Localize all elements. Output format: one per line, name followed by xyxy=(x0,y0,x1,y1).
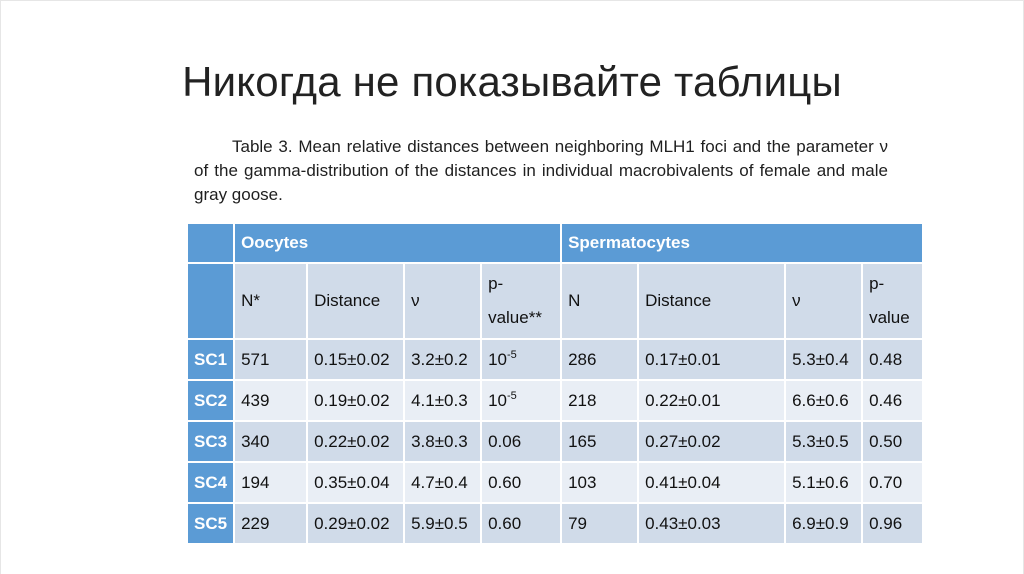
oocyte-distance-cell: 0.29±0.02 xyxy=(307,503,404,544)
spermatocyte-nu-cell: 6.9±0.9 xyxy=(785,503,862,544)
group-header-spermatocytes: Spermatocytes xyxy=(561,223,923,263)
column-header-text: Distance xyxy=(645,291,712,310)
spermatocyte-distance-cell: 0.27±0.02 xyxy=(638,421,785,462)
oocyte-distance-cell: 0.22±0.02 xyxy=(307,421,404,462)
slide-title: Никогда не показывайте таблицы xyxy=(182,58,842,105)
oocyte-header-1 xyxy=(307,263,404,339)
oocyte-header-3 xyxy=(481,263,561,339)
column-header-text: ν xyxy=(792,291,801,310)
column-header-text: N xyxy=(568,291,581,310)
column-header-text: N* xyxy=(241,291,260,310)
pvalue-base: 0.06 xyxy=(488,431,522,451)
oocyte-pvalue-cell xyxy=(481,339,561,380)
oocyte-n-cell: 229 xyxy=(234,503,307,544)
spermatocyte-header-0 xyxy=(561,263,638,339)
spermatocyte-distance-cell: 0.43±0.03 xyxy=(638,503,785,544)
row-label: SC3 xyxy=(187,421,234,462)
table-row xyxy=(187,380,923,421)
oocyte-n-cell: 194 xyxy=(234,462,307,503)
spermatocyte-pvalue-cell: 0.96 xyxy=(862,503,923,544)
corner-cell xyxy=(187,223,234,263)
data-table xyxy=(186,222,924,545)
spermatocyte-pvalue-cell: 0.50 xyxy=(862,421,923,462)
row-label: SC1 xyxy=(187,339,234,380)
column-header-text: Distance xyxy=(314,291,381,310)
oocyte-nu-cell: 3.2±0.2 xyxy=(404,339,481,380)
pvalue-base: 0.60 xyxy=(488,513,522,533)
pvalue-base: 10 xyxy=(488,349,507,369)
spermatocyte-distance-cell: 0.41±0.04 xyxy=(638,462,785,503)
spermatocyte-n-cell: 103 xyxy=(561,462,638,503)
spermatocyte-distance-cell: 0.22±0.01 xyxy=(638,380,785,421)
pvalue-base: 0.60 xyxy=(488,472,522,492)
oocyte-nu-cell: 3.8±0.3 xyxy=(404,421,481,462)
spermatocyte-nu-cell: 5.3±0.4 xyxy=(785,339,862,380)
spermatocyte-header-3 xyxy=(862,263,923,339)
oocyte-pvalue-cell xyxy=(481,380,561,421)
table-row xyxy=(187,339,923,380)
pvalue-exponent: -5 xyxy=(507,348,517,361)
pvalue-base: 10 xyxy=(488,390,507,410)
table-caption: Table 3. Mean relative distances between neighboring MLH1 foci and the parameter ν of the gamma-distribution of the distances in individual macrobivalents of female and male gray goose. xyxy=(194,137,888,204)
oocyte-distance-cell: 0.35±0.04 xyxy=(307,462,404,503)
column-header-text: ν xyxy=(411,291,420,310)
sub-header-stub xyxy=(187,263,234,339)
table-row xyxy=(187,421,923,462)
oocyte-distance-cell: 0.19±0.02 xyxy=(307,380,404,421)
oocyte-pvalue-cell xyxy=(481,462,561,503)
group-header-row xyxy=(187,223,923,263)
row-label: SC2 xyxy=(187,380,234,421)
oocyte-n-cell: 340 xyxy=(234,421,307,462)
spermatocyte-nu-cell: 5.3±0.5 xyxy=(785,421,862,462)
spermatocyte-distance-cell: 0.17±0.01 xyxy=(638,339,785,380)
spermatocyte-n-cell: 165 xyxy=(561,421,638,462)
column-header-text: value xyxy=(869,308,910,327)
column-header-text: p- xyxy=(488,274,504,293)
spermatocyte-nu-cell: 6.6±0.6 xyxy=(785,380,862,421)
oocyte-n-cell: 571 xyxy=(234,339,307,380)
oocyte-nu-cell: 4.1±0.3 xyxy=(404,380,481,421)
oocyte-nu-cell: 4.7±0.4 xyxy=(404,462,481,503)
spermatocyte-pvalue-cell: 0.70 xyxy=(862,462,923,503)
spermatocyte-header-1 xyxy=(638,263,785,339)
table-row xyxy=(187,462,923,503)
oocyte-pvalue-cell xyxy=(481,421,561,462)
spermatocyte-nu-cell: 5.1±0.6 xyxy=(785,462,862,503)
column-header-text: value** xyxy=(488,308,542,327)
sub-header-row xyxy=(187,263,923,339)
oocyte-pvalue-cell xyxy=(481,503,561,544)
oocyte-n-cell: 439 xyxy=(234,380,307,421)
oocyte-nu-cell: 5.9±0.5 xyxy=(404,503,481,544)
row-label: SC5 xyxy=(187,503,234,544)
row-label: SC4 xyxy=(187,462,234,503)
table-row xyxy=(187,503,923,544)
spermatocyte-pvalue-cell: 0.48 xyxy=(862,339,923,380)
column-header-text: p- xyxy=(869,274,885,293)
spermatocyte-pvalue-cell: 0.46 xyxy=(862,380,923,421)
spermatocyte-n-cell: 79 xyxy=(561,503,638,544)
spermatocyte-n-cell: 286 xyxy=(561,339,638,380)
group-header-oocytes: Oocytes xyxy=(234,223,561,263)
oocyte-header-0 xyxy=(234,263,307,339)
oocyte-distance-cell: 0.15±0.02 xyxy=(307,339,404,380)
spermatocyte-n-cell: 218 xyxy=(561,380,638,421)
spermatocyte-header-2 xyxy=(785,263,862,339)
oocyte-header-2 xyxy=(404,263,481,339)
pvalue-exponent: -5 xyxy=(507,389,517,402)
